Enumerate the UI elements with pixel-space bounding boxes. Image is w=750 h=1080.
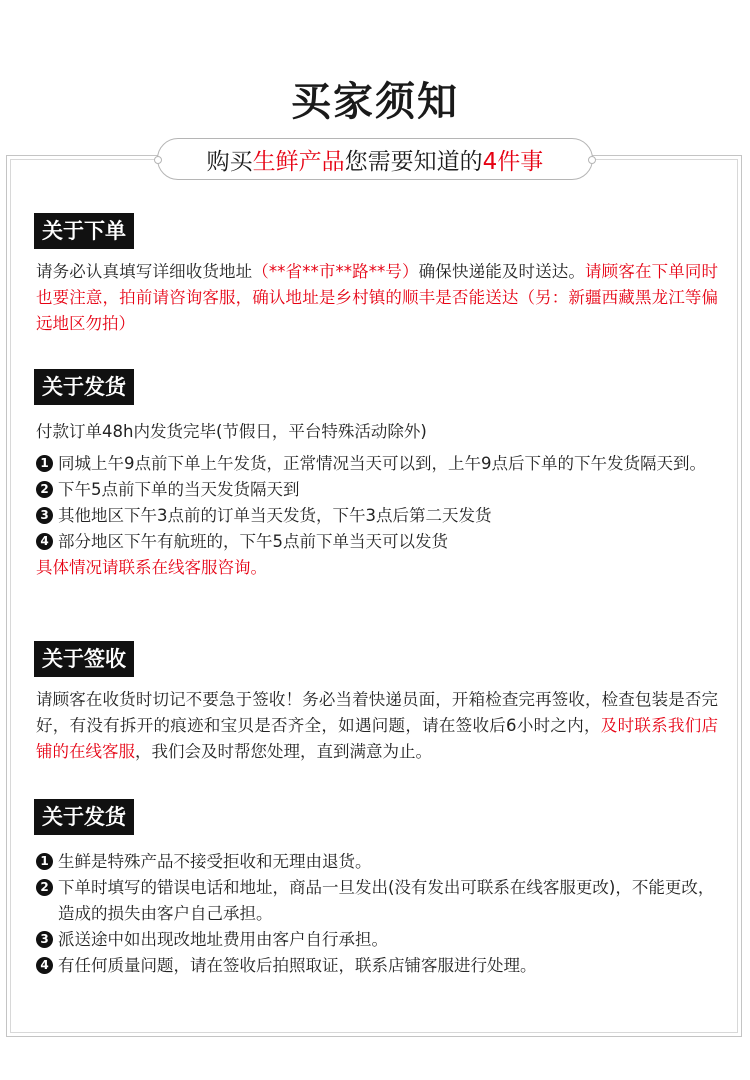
list-item: [36, 849, 720, 875]
number-1-icon: 1: [36, 455, 53, 472]
banner-left-dot: [154, 156, 162, 164]
list-item-text: 生鲜是特殊产品不接受拒收和无理由退货。: [58, 852, 372, 871]
subtitle-highlight-product: 生鲜产品: [252, 148, 345, 175]
subtitle-part-1: 购买: [206, 148, 253, 175]
number-2-icon: 2: [36, 879, 53, 896]
list-item-text: 下单时填写的错误电话和地址，商品一旦发出(没有发出可联系在线客服更改)，不能更改，造成的损失由客户自己承担。: [58, 878, 715, 923]
ordering-paragraph: [36, 259, 718, 337]
shipping-list: [36, 451, 720, 581]
number-4-icon: 4: [36, 957, 53, 974]
list-item: [36, 529, 720, 555]
list-item-text: 同城上午9点前下单上午发货，正常情况当天可以到，上午9点后下单的下午发货隔天到。: [58, 454, 706, 473]
section-label-returns: 关于发货: [34, 799, 134, 835]
shipping-note: 具体情况请联系在线客服咨询。: [36, 558, 267, 577]
number-3-icon: 3: [36, 931, 53, 948]
list-item-text: 有任何质量问题，请在签收后拍照取证，联系店铺客服进行处理。: [58, 956, 537, 975]
section-label-receiving: 关于签收: [34, 641, 134, 677]
returns-list: [36, 849, 720, 979]
subtitle-part-3: 您需要知道的: [344, 148, 483, 175]
receiving-text-c: ，我们会及时帮您处理，直到满意为止。: [135, 742, 432, 761]
receiving-paragraph: [36, 687, 718, 765]
number-4-icon: 4: [36, 533, 53, 550]
receiving-contact-highlight: 及时联系我们店铺的在线客服: [36, 716, 719, 761]
list-item-text: 下午5点前下单的当天发货隔天到: [58, 480, 300, 499]
page-title: 买家须知: [291, 79, 459, 125]
subtitle-highlight-count: 4件事: [482, 148, 544, 175]
list-item: [36, 503, 720, 529]
banner-right-dot: [588, 156, 596, 164]
list-item: [36, 953, 720, 979]
receiving-text-a: 请顾客在收货时切记不要急于签收！务必当着快递员面，开箱检查完再签收，检查包装是否完好，有没有拆开的痕迹和宝贝是否齐全，如遇问题，请在签收后6小时之内，: [36, 690, 718, 735]
number-3-icon: 3: [36, 507, 53, 524]
list-item-text: 派送途中如出现改地址费用由客户自行承担。: [58, 930, 388, 949]
shipping-intro: 付款订单48h内发货完毕(节假日，平台特殊活动除外): [36, 422, 427, 441]
list-item: [36, 927, 720, 953]
list-item-text: 部分地区下午有航班的，下午5点前下单当天可以发货: [58, 532, 448, 551]
subtitle-banner: [157, 138, 593, 180]
number-2-icon: 2: [36, 481, 53, 498]
list-item: [36, 451, 720, 477]
section-label-shipping: 关于发货: [34, 369, 134, 405]
list-item: [36, 477, 720, 503]
list-item: [36, 875, 720, 927]
ordering-text-a: 请务必认真填写详细收货地址: [36, 262, 253, 281]
ordering-warning: 请顾客在下单同时也要注意，拍前请咨询客服，确认地址是乡村镇的顺丰是否能送达（另：新疆西藏黑龙江等偏远地区勿拍）: [36, 262, 719, 333]
ordering-text-c: 确保快递能及时送达。: [418, 262, 586, 281]
list-item-text: 其他地区下午3点前的订单当天发货，下午3点后第二天发货: [58, 506, 492, 525]
section-label-ordering: 关于下单: [34, 213, 134, 249]
ordering-address-format: （**省**市**路**号）: [252, 262, 419, 281]
number-1-icon: 1: [36, 853, 53, 870]
